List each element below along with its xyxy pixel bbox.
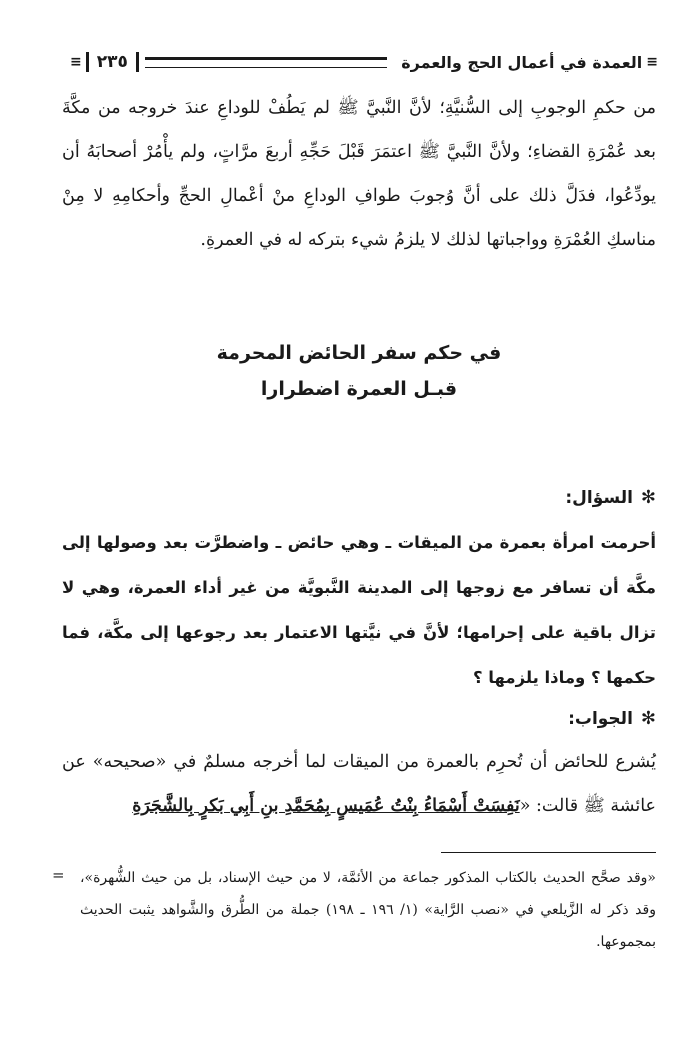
section-title-line-1: في حكم سفر الحائض المحرمة — [216, 342, 502, 364]
answer-label-text: الجواب: — [568, 709, 633, 729]
footnote-separator — [441, 852, 656, 853]
page-number: ٢٣٥ — [86, 52, 139, 72]
star-icon: ✻ — [640, 708, 656, 729]
question-label — [565, 487, 656, 508]
hadith-quote: نَفِسَتْ أَسْمَاءُ بِنْتُ عُمَيسٍ بِمُحَمَّدِ بنِ أَبِي بَكرٍ بِالشَّجَرَةِ — [132, 796, 520, 816]
header-title: العمدة في أعمال الحج والعمرة — [401, 52, 643, 72]
running-header — [70, 42, 658, 82]
question-text: أحرمت امرأة بعمرة من الميقات ـ وهي حائض ـ واضطرَّت بعد وصولها إلى مكَّة أن تسافر مع زوجها إلى المدينة النَّبويَّة من غير أداء العمرة، وهي لا تزال باقية على إحرامها؛ لأنَّ في نيَّتها الاعتمار بعد رجوعها إلى مكَّة، فما حكمها ؟ وماذا يلزمها ؟ — [62, 533, 656, 687]
question-label-text: السؤال: — [565, 488, 633, 508]
answer-text — [62, 740, 656, 828]
answer-text-plain: يُشرع للحائض أن تُحرِم بالعمرة من الميقات لما أخرجه مسلمٌ في «صحيحه» عن عائشة ﷺ قالت: « — [62, 752, 656, 816]
header-mark-left: ≡ — [70, 54, 82, 70]
answer-label — [568, 708, 656, 729]
paragraph-continuation — [62, 86, 656, 262]
footnote-continuation-mark: = — [52, 866, 65, 884]
footnote-text: «وقد صحَّح الحديث بالكتاب المذكور جماعة من الأئمَّة، لا من حيث الإسناد، بل من حيث الشُّهرة»، وقد ذكر له الزَّيلعي في «نصب الرَّاية» (١/ ١٩٦ ـ ١٩٨) جملة من الطُّرق والشَّواهد يثبت الحديث بمجموعها. — [80, 870, 657, 950]
section-heading — [62, 335, 656, 407]
paragraph-text: من حكمِ الوجوبِ إلى السُّنيَّةِ؛ لأنَّ النَّبيَّ ﷺ لم يَطُفْ للوداعِ عندَ خروجه من مكَّةَ بعد عُمْرَةِ القضاءِ؛ ولأنَّ النَّبيَّ ﷺ اعتمَرَ قَبْلَ حَجِّهِ أربعَ مرَّاتٍ، ولم يأْمُرْ أصحابَهُ أن يودِّعُوا، فدَلَّ ذلك على أنَّ وُجوبَ طوافِ الوداعِ منْ أعْمالِ الحجِّ وأحكامِهِ لا مِنْ مناسكِ العُمْرَةِ وواجباتها لذلك لا يلزمُ شيء بتركه له في العمرةِ. — [62, 98, 656, 250]
header-rule — [145, 57, 387, 68]
header-mark-right: ≡ — [646, 54, 658, 70]
star-icon: ✻ — [640, 487, 656, 508]
section-title-line-2: قبـل العمرة اضطرارا — [260, 378, 458, 400]
